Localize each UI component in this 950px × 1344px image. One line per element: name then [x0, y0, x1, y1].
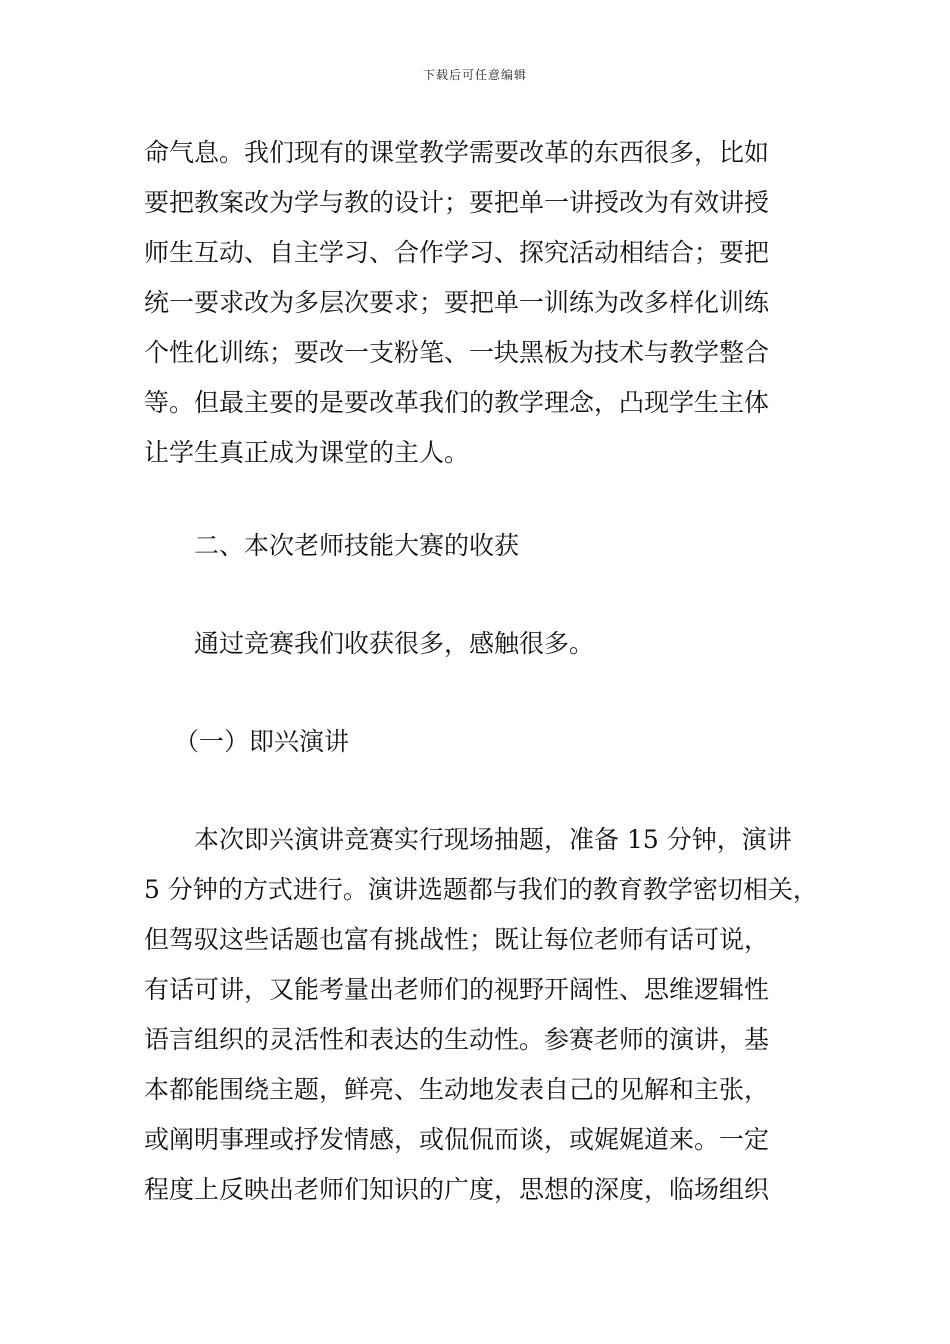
text-line: 语言组织的灵活性和表达的生动性。参赛老师的演讲，基 [144, 1025, 770, 1054]
section-intro: 通过竞赛我们收获很多，感触很多。 [194, 629, 595, 658]
text-line: 统一要求改为多层次要求；要把单一训练为改多样化训练 [144, 288, 770, 317]
subsection-heading: （一）即兴演讲 [174, 727, 350, 756]
text-line: 但驾驭这些话题也富有挑战性；既让每位老师有话可说， [144, 925, 770, 954]
text-line: 要把教案改为学与教的设计；要把单一讲授改为有效讲授 [144, 188, 770, 217]
text-line: 5 分钟的方式进行。演讲选题都与我们的教育教学密切相关， [144, 875, 818, 904]
text-line: 或阐明事理或抒发情感，或侃侃而谈，或娓娓道来。一定 [144, 1125, 770, 1154]
text-line: 有话可讲，又能考量出老师们的视野开阔性、思维逻辑性 [144, 975, 770, 1004]
text-line: 本都能围绕主题，鲜亮、生动地发表自己的见解和主张， [144, 1075, 770, 1104]
text-line: 等。但最主要的是要改革我们的教学理念，凸现学生主体 [144, 388, 770, 417]
section-heading: 二、本次老师技能大赛的收获 [194, 531, 520, 560]
page-header-note: 下载后可任意编辑 [422, 68, 527, 82]
text-line: 个性化训练；要改一支粉笔、一块黑板为技术与教学整合 [144, 338, 770, 367]
document-body [144, 128, 844, 1215]
text-line: 命气息。我们现有的课堂教学需要改革的东西很多，比如 [144, 138, 770, 167]
text-line: 本次即兴演讲竞赛实行现场抽题，准备 15 分钟，演讲 [194, 825, 792, 854]
paragraph-reform [144, 128, 844, 478]
text-line: 程度上反映出老师们知识的广度，思想的深度，临场组织 [144, 1175, 770, 1204]
text-line: 师生互动、自主学习、合作学习、探究活动相结合；要把 [144, 238, 770, 267]
text-line: 让学生真正成为课堂的主人。 [144, 438, 470, 467]
paragraph-impromptu-speech [144, 815, 844, 1215]
